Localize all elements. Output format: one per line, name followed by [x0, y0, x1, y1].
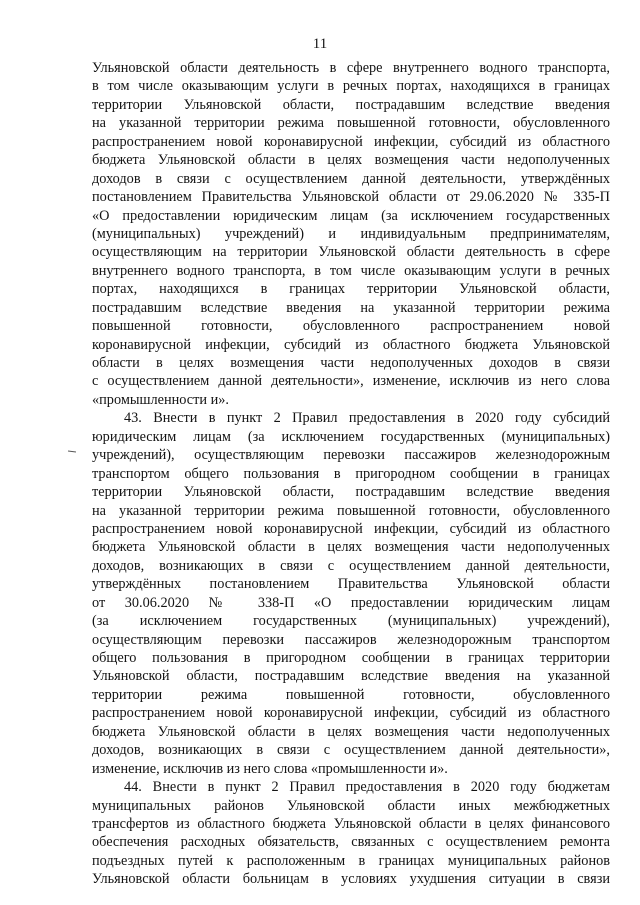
text-line: в том числе оказывающим услуги в речных портах, находящихся в границах [92, 78, 610, 95]
text-line: Ульяновской области больницам в условиях ухудшения ситуации в связи [92, 871, 610, 888]
text-line: транспортом общего пользования в пригородном сообщении в границах [92, 465, 610, 482]
text-line: территории Ульяновской области, пострадавшим вследствие введения [92, 484, 610, 501]
text-line: с осуществлением данной деятельности», изменение, исключив из него слова [92, 373, 610, 390]
text-line: учреждений), осуществляющим перевозки пассажиров железнодорожным [92, 447, 610, 464]
text-line: доходов в связи с осуществлением данной деятельности, утверждённых [92, 170, 610, 187]
text-line: осуществляющим на территории Ульяновской области деятельность в сфере [92, 244, 610, 261]
text-line: общего пользования в пригородном сообщении в границах территории [92, 650, 610, 666]
paragraph-first-line: 44. Внести в пункт 2 Правил предоставления в 2020 году бюджетам [124, 779, 610, 796]
text-line: портах, находящихся в границах территории Ульяновской области, [92, 281, 610, 298]
text-line: муниципальных районов Ульяновской области иных межбюджетных [92, 797, 610, 814]
text-line: доходов, возникающих в связи с осуществлением данной деятельности», [92, 742, 610, 759]
text-line: юридическим лицам (за исключением государственных (муниципальных) [92, 428, 610, 445]
text-line: подъездных путей к расположенным в границах муниципальных районов [92, 852, 610, 869]
text-line: бюджета Ульяновской области в целях возмещения части недополученных [92, 539, 610, 556]
text-line: доходов, возникающих в связи с осуществлением данной деятельности, [92, 557, 610, 574]
text-line: повышенной готовности, обусловленного распространением новой [92, 318, 610, 335]
text-line: постановлением Правительства Ульяновской области от 29.06.2020 № 335-П [92, 189, 610, 206]
text-line: коронавирусной инфекции, субсидий из областного бюджета Ульяновской [92, 336, 610, 353]
text-line: (муниципальных) учреждений) и индивидуальным предпринимателям, [92, 225, 610, 242]
text-line: обеспечения расходных обязательств, связанных с осуществлением ремонта [92, 834, 610, 851]
text-line: Ульяновской области, пострадавшим вследствие введения на указанной [92, 668, 610, 685]
text-line: распространением новой коронавирусной инфекции, субсидий из областного [92, 520, 610, 537]
text-line: бюджета Ульяновской области в целях возмещения части недополученных [92, 723, 610, 740]
text-line: распространением новой коронавирусной инфекции, субсидий из областного [92, 133, 610, 150]
text-line: внутреннего водного транспорта, в том числе оказывающим услуги в речных [92, 262, 610, 279]
document-body [92, 59, 610, 889]
text-line: распространением новой коронавирусной инфекции, субсидий из областного [92, 705, 610, 722]
text-line: области в целях возмещения части недополученных доходов в связи [92, 355, 610, 371]
text-line: бюджета Ульяновской области в целях возмещения части недополученных [92, 152, 610, 169]
text-line: Ульяновской области деятельность в сфере внутреннего водного транспорта, [92, 60, 610, 76]
text-line: территории режима повышенной готовности, обусловленного [92, 686, 610, 703]
text-line: «промышленности и». [92, 391, 229, 408]
text-line: пострадавшим вследствие введения на указанной территории режима [92, 299, 610, 316]
paragraph-first-line: 43. Внести в пункт 2 Правил предоставления в 2020 году субсидий [124, 410, 610, 427]
text-line: (за исключением государственных (муниципальных) учреждений), [92, 613, 610, 630]
page-number: 11 [312, 36, 328, 52]
text-line: на указанной территории режима повышенной готовности, обусловленного [92, 115, 610, 132]
text-line: изменение, исключив из него слова «промышленности и». [92, 760, 448, 777]
text-line: трансфертов из областного бюджета Ульяновской области в целях финансового [92, 815, 610, 832]
margin-mark [68, 450, 76, 452]
text-line: территории Ульяновской области, пострадавшим вследствие введения [92, 96, 610, 113]
text-line: осуществляющим перевозки пассажиров железнодорожным транспортом [92, 631, 610, 648]
text-line: от 30.06.2020 № 338-П «О предоставлении юридическим лицам [92, 594, 610, 611]
text-line: «О предоставлении юридическим лицам (за исключением государственных [92, 207, 610, 224]
text-line: на указанной территории режима повышенной готовности, обусловленного [92, 502, 610, 519]
text-line: утверждённых постановлением Правительства Ульяновской области [92, 576, 610, 593]
